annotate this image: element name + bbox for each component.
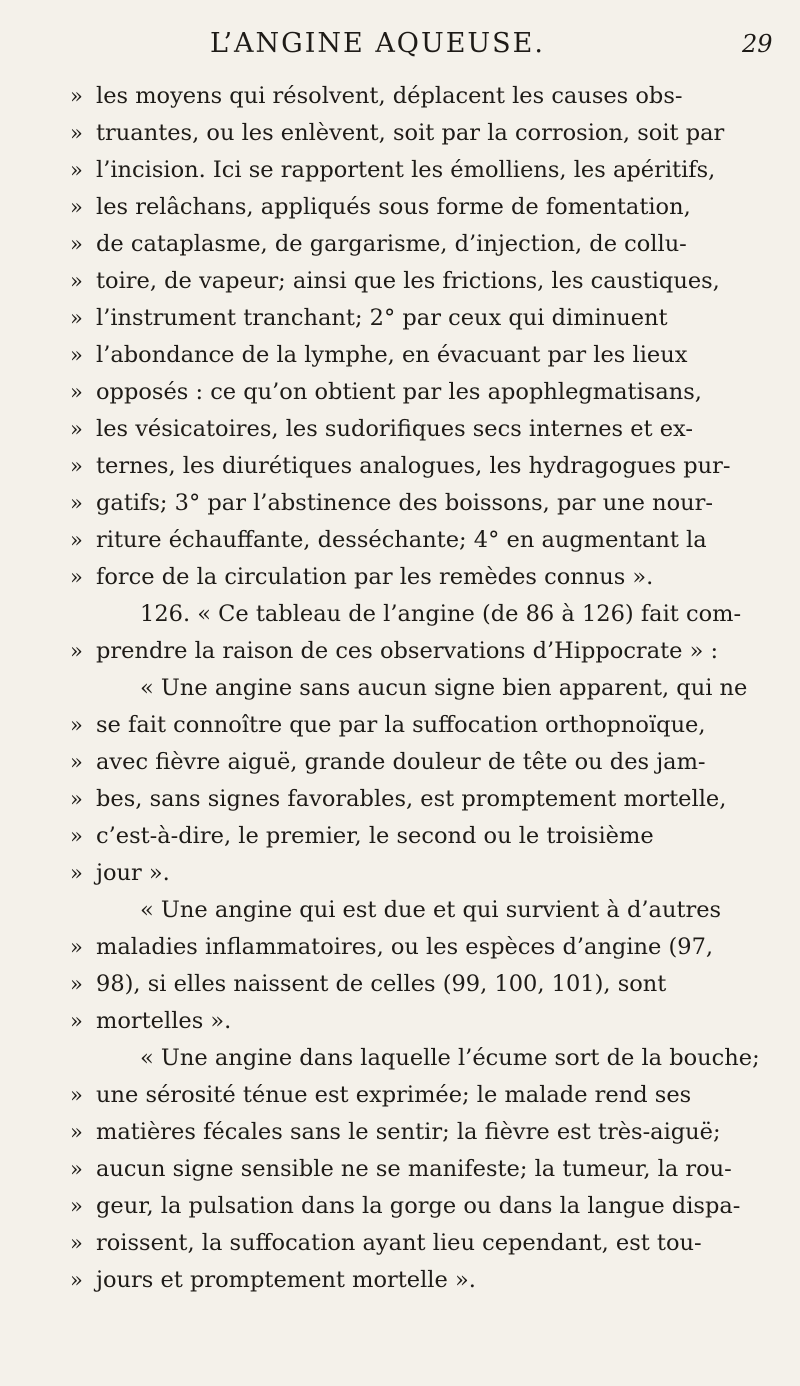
text-line (0, 1077, 800, 1114)
quote-mark: » (70, 232, 83, 256)
line-text: matières fécales sans le sentir; la fièvre est très-aiguë; (96, 1119, 721, 1145)
text-line (0, 781, 800, 818)
quote-mark: » (70, 84, 83, 108)
line-text: jours et promptement mortelle ». (96, 1267, 476, 1293)
page-number: 29 (742, 30, 773, 58)
line-text: aucun signe sensible ne se manifeste; la tumeur, la rou- (96, 1156, 732, 1182)
line-text: force de la circulation par les remèdes connus ». (96, 564, 654, 590)
quote-mark: » (70, 861, 83, 885)
line-text: « Une angine dans laquelle l’écume sort de la bouche; (140, 1045, 760, 1071)
text-line (0, 1003, 800, 1040)
text-line (0, 189, 800, 226)
quote-mark: » (70, 1157, 83, 1181)
text-line (0, 892, 800, 929)
quote-mark: » (70, 1009, 83, 1033)
line-text: roissent, la suffocation ayant lieu cependant, est tou- (96, 1230, 702, 1256)
quote-mark: » (70, 1120, 83, 1144)
text-line (0, 448, 800, 485)
text-line (0, 559, 800, 596)
line-text: les moyens qui résolvent, déplacent les causes obs- (96, 83, 683, 109)
text-line (0, 596, 800, 633)
quote-mark: » (70, 972, 83, 996)
line-text: riture échauffante, desséchante; 4° en augmentant la (96, 527, 707, 553)
text-line (0, 929, 800, 966)
line-text: se fait connoître que par la suffocation orthopnoïque, (96, 712, 706, 738)
text-line (0, 485, 800, 522)
text-line (0, 115, 800, 152)
text-line (0, 744, 800, 781)
text-line (0, 1040, 800, 1077)
quote-mark: » (70, 343, 83, 367)
text-line (0, 855, 800, 892)
text-line (0, 263, 800, 300)
text-line (0, 670, 800, 707)
text-line (0, 411, 800, 448)
line-text: les relâchans, appliqués sous forme de fomentation, (96, 194, 691, 220)
quote-mark: » (70, 1268, 83, 1292)
quote-mark: » (70, 417, 83, 441)
line-text: opposés : ce qu’on obtient par les apophlegmatisans, (96, 379, 702, 405)
quote-mark: » (70, 787, 83, 811)
running-title: L’ANGINE AQUEUSE. (210, 28, 545, 59)
line-text: « Une angine sans aucun signe bien apparent, qui ne (140, 675, 748, 701)
text-line (0, 337, 800, 374)
line-text: « Une angine qui est due et qui survient à d’autres (140, 897, 722, 923)
line-text: gatifs; 3° par l’abstinence des boissons, par une nour- (96, 490, 714, 516)
line-text: bes, sans signes favorables, est promptement mortelle, (96, 786, 727, 812)
quote-mark: » (70, 528, 83, 552)
line-text: 98), si elles naissent de celles (99, 100, 101), sont (96, 971, 667, 997)
line-text: geur, la pulsation dans la gorge ou dans la langue dispa- (96, 1193, 741, 1219)
text-line (0, 374, 800, 411)
quote-mark: » (70, 1231, 83, 1255)
line-text: l’incision. Ici se rapportent les émolliens, les apéritifs, (96, 157, 716, 183)
quote-mark: » (70, 195, 83, 219)
quote-mark: » (70, 121, 83, 145)
text-line (0, 78, 800, 115)
line-text: truantes, ou les enlèvent, soit par la corrosion, soit par (96, 120, 725, 146)
quote-mark: » (70, 935, 83, 959)
line-text: l’instrument tranchant; 2° par ceux qui diminuent (96, 305, 668, 331)
line-text: maladies inflammatoires, ou les espèces d’angine (97, (96, 934, 714, 960)
quote-mark: » (70, 713, 83, 737)
text-line (0, 1151, 800, 1188)
quote-mark: » (70, 269, 83, 293)
page-header (0, 28, 800, 68)
quote-mark: » (70, 824, 83, 848)
quote-mark: » (70, 306, 83, 330)
quote-mark: » (70, 491, 83, 515)
line-text: les vésicatoires, les sudorifiques secs internes et ex- (96, 416, 693, 442)
quote-mark: » (70, 750, 83, 774)
text-line (0, 1114, 800, 1151)
quote-mark: » (70, 380, 83, 404)
line-text: une sérosité ténue est exprimée; le malade rend ses (96, 1082, 692, 1108)
text-line (0, 522, 800, 559)
line-text: de cataplasme, de gargarisme, d’injection, de collu- (96, 231, 687, 257)
text-line (0, 1188, 800, 1225)
text-line (0, 818, 800, 855)
quote-mark: » (70, 1194, 83, 1218)
line-text: l’abondance de la lymphe, en évacuant par les lieux (96, 342, 688, 368)
quote-mark: » (70, 158, 83, 182)
text-line (0, 1262, 800, 1299)
line-text: jour ». (96, 860, 170, 886)
text-line (0, 152, 800, 189)
text-line (0, 226, 800, 263)
text-line (0, 633, 800, 670)
line-text: avec fièvre aiguë, grande douleur de tête ou des jam- (96, 749, 706, 775)
text-line (0, 1225, 800, 1262)
quote-mark: » (70, 565, 83, 589)
line-text: 126. « Ce tableau de l’angine (de 86 à 126) fait com- (140, 601, 742, 627)
line-text: toire, de vapeur; ainsi que les frictions, les caustiques, (96, 268, 720, 294)
text-line (0, 707, 800, 744)
line-text: ternes, les diurétiques analogues, les hydragogues pur- (96, 453, 731, 479)
line-text: prendre la raison de ces observations d’Hippocrate » : (96, 638, 719, 664)
line-text: c’est-à-dire, le premier, le second ou le troisième (96, 823, 654, 849)
quote-mark: » (70, 639, 83, 663)
quote-mark: » (70, 454, 83, 478)
quote-mark: » (70, 1083, 83, 1107)
text-line (0, 300, 800, 337)
line-text: mortelles ». (96, 1008, 232, 1034)
text-line (0, 966, 800, 1003)
